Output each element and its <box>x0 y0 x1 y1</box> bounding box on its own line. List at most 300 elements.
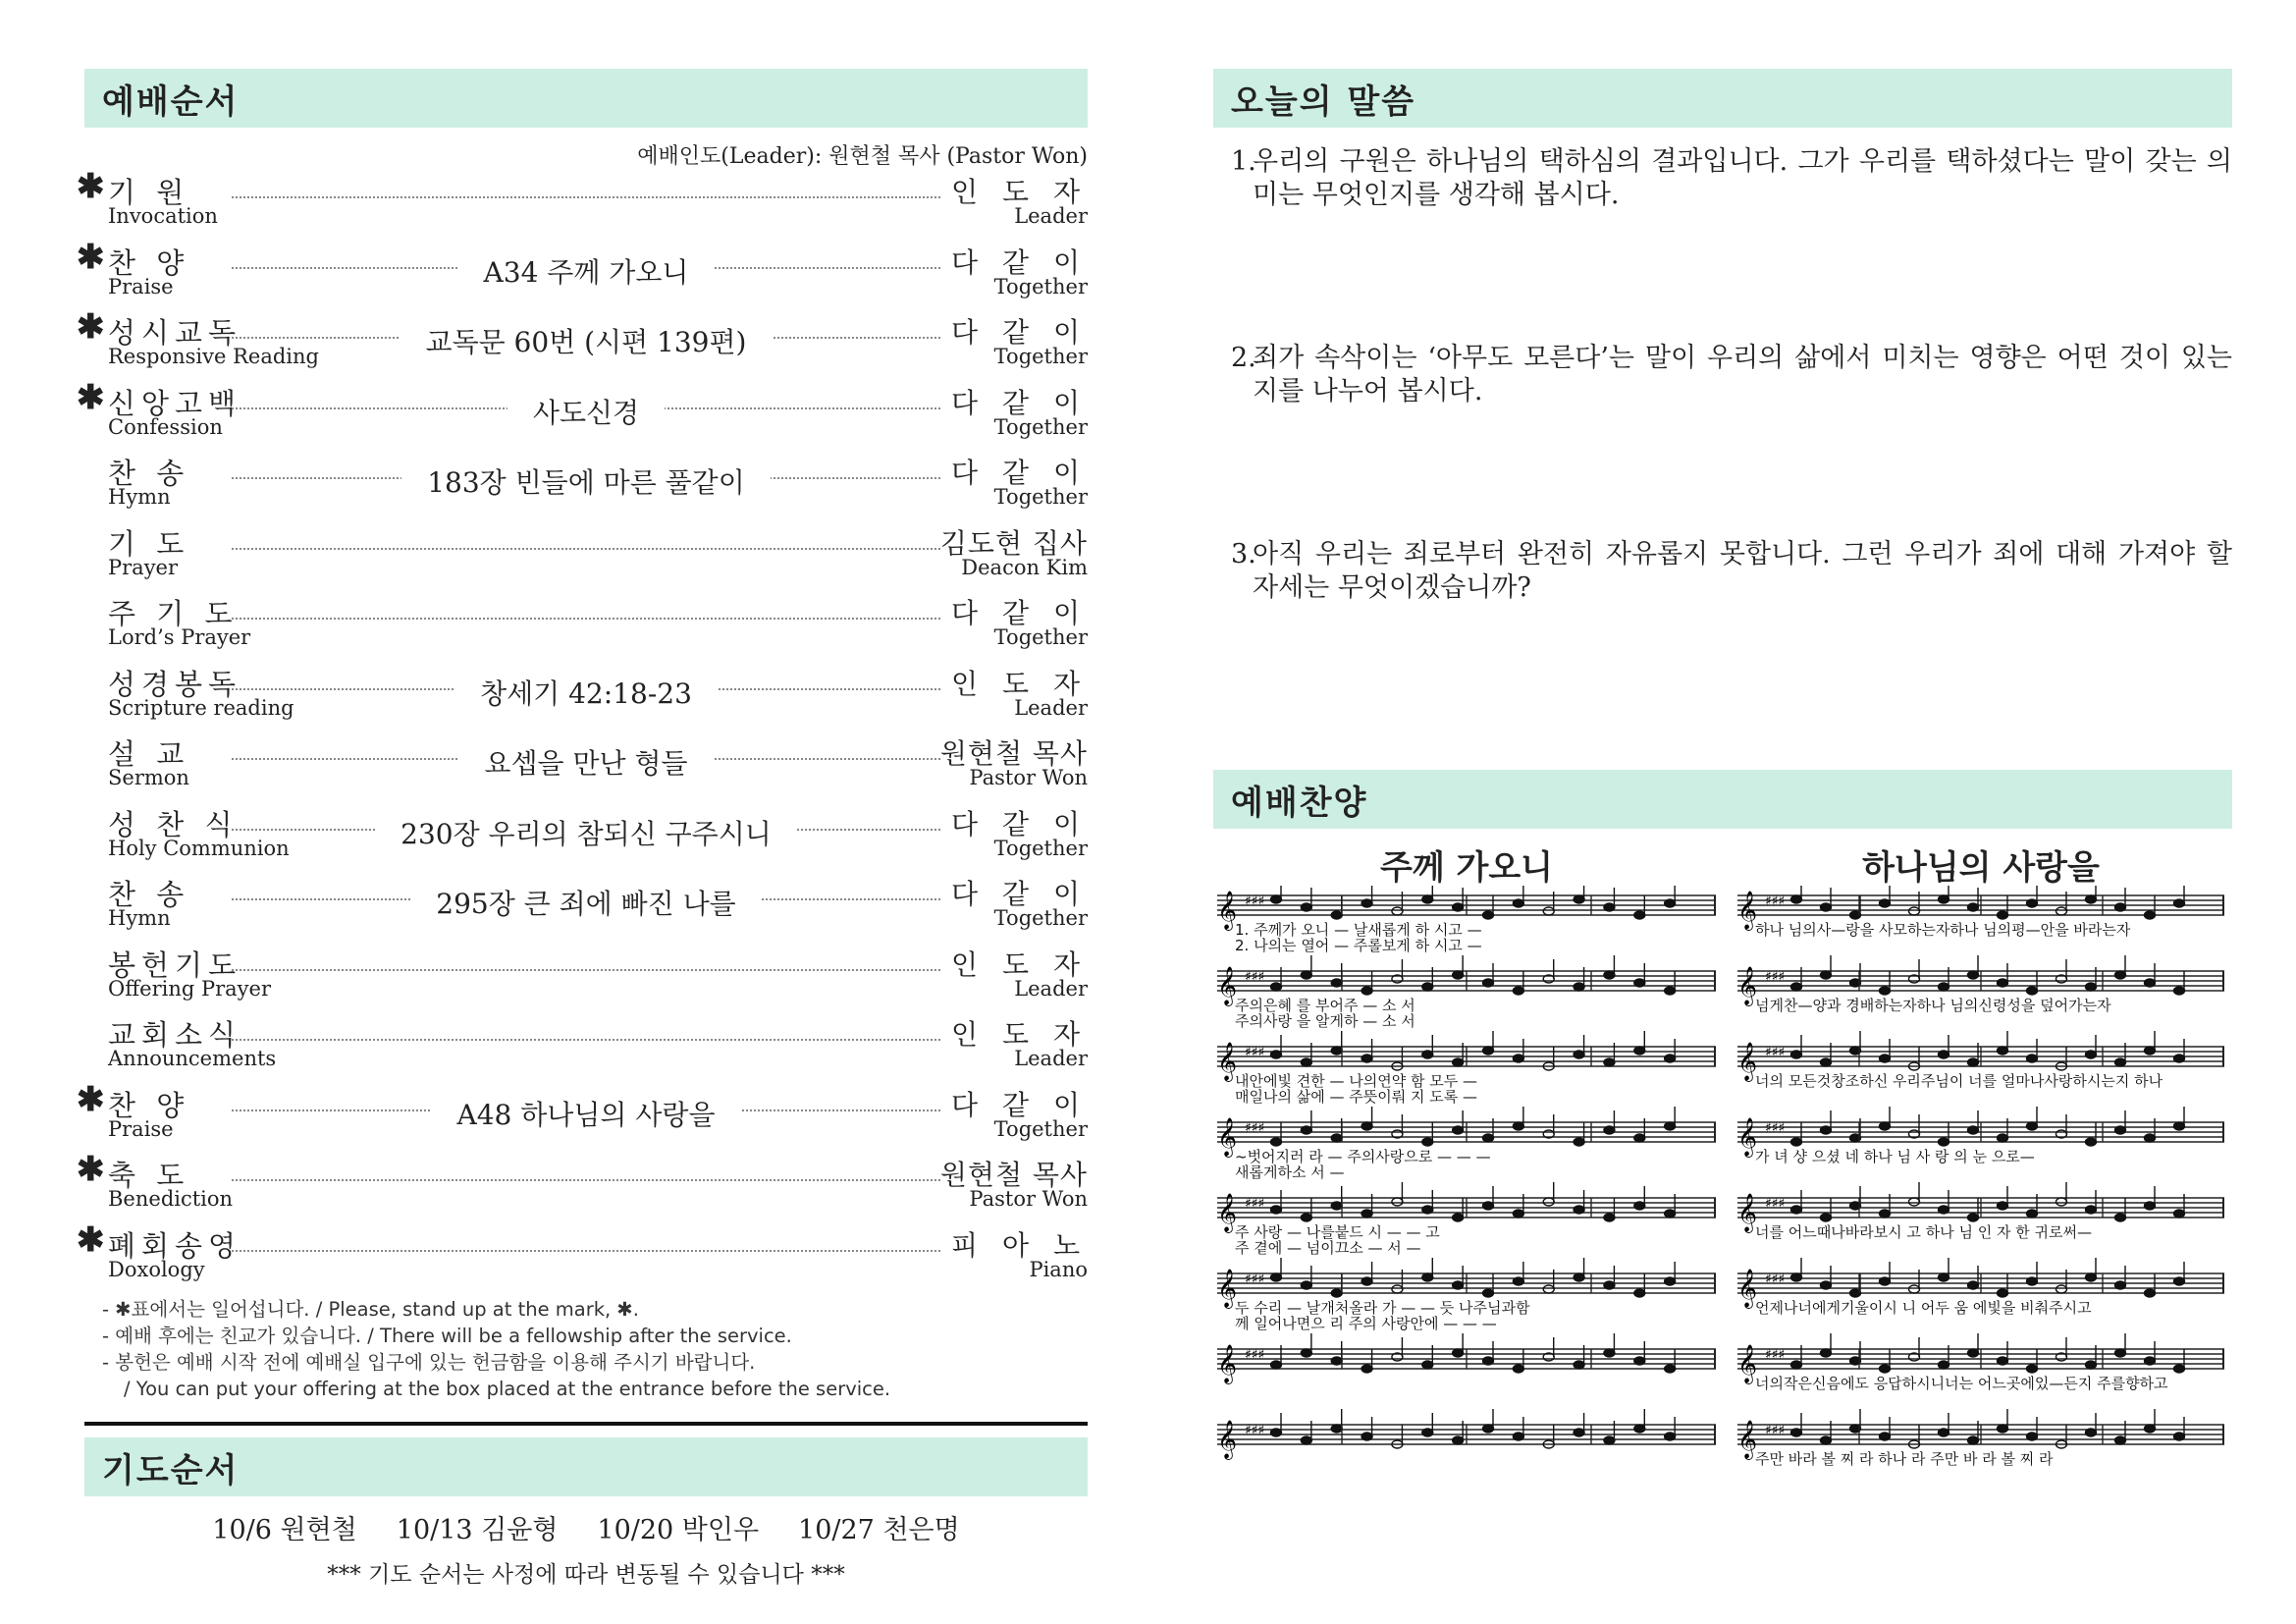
note-head <box>1998 1134 2008 1142</box>
treble-clef-icon: 𝄞 <box>1737 1042 1758 1081</box>
order-item <box>77 1219 1088 1291</box>
divider <box>84 1422 1088 1426</box>
order-item <box>77 237 1088 308</box>
order-item-english: Invocation <box>108 204 218 228</box>
lyric-line: 너를 어느때나바라보시 고 하나 님 인 자 한 귀로써— <box>1755 1223 2092 1241</box>
note-head <box>1513 1122 1523 1130</box>
order-item-person: 김도현 집사 <box>939 526 1088 560</box>
lyric-line: 하나 님의사—랑을 사모하는자하나 님의평—안을 바라는자 <box>1755 921 2131 939</box>
note-head <box>1392 907 1403 915</box>
lyric-line: 주 사랑 — 나를붙드 시 — — 고 <box>1235 1223 1440 1241</box>
order-item-title-wrap <box>271 883 901 922</box>
treble-clef-icon: 𝄞 <box>1217 1193 1238 1232</box>
staff-system <box>1737 1182 2224 1241</box>
note-head <box>1513 1277 1523 1285</box>
key-signature-icon: ♯♯♯ <box>1765 1196 1786 1212</box>
standing-mark: ✱ <box>77 167 105 206</box>
note-head <box>1909 907 1920 915</box>
note-head <box>1821 1281 1832 1289</box>
treble-clef-icon: 𝄞 <box>1737 1117 1758 1157</box>
note-head <box>1574 1138 1584 1146</box>
note-head <box>2027 1365 2038 1373</box>
note-head <box>1968 1214 1979 1221</box>
order-item-english: Hymn <box>108 485 171 509</box>
treble-clef-icon: 𝄞 <box>1217 1269 1238 1308</box>
note-head <box>1821 1349 1832 1357</box>
key-signature-icon: ♯♯♯ <box>1765 893 1786 909</box>
order-item-name: 찬 양 <box>108 1088 190 1122</box>
hymn-scores <box>1213 840 2232 1508</box>
note-head <box>1422 1361 1433 1369</box>
note-head <box>1453 1058 1464 1066</box>
order-item-english: Prayer <box>108 555 179 579</box>
note-head <box>1968 1058 1979 1066</box>
note-head <box>1665 1055 1676 1062</box>
note-head <box>1791 1429 1802 1436</box>
prayer-note: *** 기도 순서는 사정에 따라 변동될 수 있습니다 *** <box>327 1562 845 1588</box>
note-head <box>1574 983 1584 991</box>
staff-system <box>1217 1182 1716 1257</box>
note-head <box>1513 987 1523 995</box>
note-head <box>2056 907 2067 915</box>
order-item-name: 찬 송 <box>108 457 190 490</box>
note-head <box>1331 979 1342 987</box>
question-2 <box>1213 342 2232 408</box>
note-head <box>2145 1289 2156 1297</box>
note-head <box>1909 1285 1920 1293</box>
note-head <box>1483 1047 1494 1055</box>
note-head <box>1271 1361 1282 1369</box>
note-head <box>2027 1277 2038 1285</box>
order-item-english: Announcements <box>108 1047 277 1070</box>
order-item-title-wrap <box>271 1094 901 1133</box>
order-item-english: Confession <box>108 414 223 439</box>
order-item <box>77 377 1088 449</box>
order-item-english: Praise <box>108 1116 174 1141</box>
note-head <box>1604 1436 1615 1444</box>
note-head <box>1634 1357 1645 1365</box>
note-head <box>1821 1436 1832 1444</box>
note-line: - ✱표에서는 일어섭니다. / Please, stand up at the mark, ✱. <box>102 1298 639 1321</box>
note-head <box>1821 1214 1832 1221</box>
note-head <box>1362 899 1372 907</box>
treble-clef-icon: 𝄞 <box>1737 891 1758 930</box>
note-head <box>2174 1277 2185 1285</box>
note-head <box>2145 1357 2156 1365</box>
note-head <box>1665 1210 1676 1218</box>
order-item-person-english: Together <box>993 485 1088 509</box>
order-item-name: 찬 송 <box>108 878 190 911</box>
standing-mark: ✱ <box>77 237 105 277</box>
note-head <box>1453 1349 1464 1357</box>
note-head <box>1665 987 1676 995</box>
note-head <box>1331 1357 1342 1365</box>
staff-system <box>1737 955 2224 1014</box>
note-head <box>1880 1055 1891 1062</box>
staff-system <box>1737 1333 2224 1392</box>
note-head <box>1821 971 1832 979</box>
prayer-entry: 10/27 천은명 <box>798 1515 960 1545</box>
note-head <box>1821 1126 1832 1134</box>
lyric-line: 께 일어나면으 리 주의 사랑안에 — — — <box>1235 1315 1497 1332</box>
note-head <box>2174 987 2185 995</box>
worship-order-list <box>77 167 1088 1290</box>
note-head <box>1968 1349 1979 1357</box>
order-item <box>77 167 1088 238</box>
lyric-line: 주의사랑 을 알게하 — 소 서 <box>1235 1012 1415 1030</box>
dotted-leader <box>232 548 940 550</box>
note-head <box>1968 971 1979 979</box>
note-head <box>1301 1058 1311 1066</box>
note-head <box>1301 1281 1311 1289</box>
staff-system <box>1737 1031 2224 1090</box>
note-head <box>1543 1285 1554 1293</box>
order-item-person-english: Deacon Kim <box>961 555 1088 579</box>
note-head <box>2086 1138 2097 1146</box>
note-head <box>1271 1206 1282 1214</box>
note-head <box>1968 1126 1979 1134</box>
question-text: 죄가 속삭이는 ‘아무도 모른다’는 말이 우리의 삶에서 미치는 영향은 어떤 것이 있는지를 나누어 봅시다. <box>1253 343 2232 406</box>
dotted-leader <box>232 1039 940 1041</box>
note-head <box>1362 1277 1372 1285</box>
order-item-name: 기 원 <box>108 176 190 209</box>
lyric-line: 1. 주께가 오니 — 날새롭게 하 시고 — <box>1235 921 1482 939</box>
order-item-english: Scripture reading <box>108 695 294 720</box>
note-head <box>1483 1289 1494 1297</box>
note-head <box>1939 1206 1949 1214</box>
note-head <box>1301 1126 1311 1134</box>
standing-mark: ✱ <box>77 1079 105 1119</box>
lyric-line: 내안에빛 견한 — 나의연약 함 모두 — <box>1235 1072 1477 1090</box>
note-head <box>2174 1122 2185 1130</box>
note-head <box>1634 1289 1645 1297</box>
order-item <box>84 869 1088 940</box>
order-item-english: Responsive Reading <box>108 345 319 368</box>
note-head <box>1880 1122 1891 1130</box>
order-item-name: 신앙고백 <box>108 386 242 420</box>
order-item <box>84 448 1088 518</box>
order-item-person: 다 같 이 <box>951 457 1088 489</box>
dotted-leader <box>232 1179 940 1181</box>
key-signature-icon: ♯♯♯ <box>1245 1347 1265 1363</box>
note-head <box>1574 895 1584 903</box>
order-item-english: Benediction <box>108 1187 234 1211</box>
note-head <box>1574 1361 1584 1369</box>
note-head <box>1271 983 1282 991</box>
staff-system <box>1217 1409 1716 1460</box>
note-head <box>1422 1273 1433 1281</box>
order-item-person: 다 같 이 <box>951 316 1088 349</box>
note-head <box>1998 911 2008 919</box>
order-item-name: 봉헌기도 <box>108 947 242 982</box>
staff-system <box>1737 1409 2224 1468</box>
hymn-score-2 <box>1735 840 2226 1494</box>
order-item-title-wrap <box>271 742 901 782</box>
question-number: 2. <box>1231 343 1256 373</box>
staff-system <box>1737 1258 2224 1317</box>
note-head <box>1483 979 1494 987</box>
note-head <box>1604 971 1615 979</box>
prayer-order-header: 기도순서 <box>84 1437 1088 1496</box>
note-head <box>1513 1210 1523 1218</box>
note-head <box>1362 1210 1372 1218</box>
lyric-line: 너의 모든것창조하신 우리주님이 너를 얼마나사랑하시는지 하나 <box>1755 1072 2163 1090</box>
note-head <box>1634 1047 1645 1055</box>
music-score <box>1735 886 2226 1494</box>
treble-clef-icon: 𝄞 <box>1217 966 1238 1005</box>
note-head <box>1909 1198 1920 1206</box>
note-head <box>1513 1365 1523 1373</box>
note-head <box>1791 1206 1802 1214</box>
order-item-title-wrap <box>271 673 901 712</box>
order-item-title: 295장 큰 죄에 빠진 나를 <box>410 888 761 920</box>
note-head <box>1453 1436 1464 1444</box>
order-item <box>84 659 1088 730</box>
order-item-person: 원현철 목사 <box>939 737 1088 770</box>
note-head <box>2115 1436 2126 1444</box>
lyric-line: 매일나의 삶에 — 주뜻이뤄 지 도록 — <box>1235 1088 1477 1106</box>
note-head <box>2086 1051 2097 1058</box>
note-head <box>1939 1273 1949 1281</box>
note-head <box>1998 1202 2008 1210</box>
note-head <box>1604 1214 1615 1221</box>
note-head <box>2174 1055 2185 1062</box>
note-head <box>1791 1138 1802 1146</box>
order-item-person-english: Leader <box>1014 695 1088 720</box>
note-head <box>1331 1047 1342 1055</box>
note-head <box>1574 1206 1584 1214</box>
note-head <box>1483 911 1494 919</box>
worship-order-header: 예배순서 <box>84 69 1088 128</box>
worship-songs-header: 예배찬양 <box>1213 770 2232 829</box>
order-item-english: Sermon <box>108 766 189 789</box>
note-head <box>1791 1273 1802 1281</box>
note-head <box>1939 895 1949 903</box>
order-item <box>77 307 1088 378</box>
note-head <box>2027 1122 2038 1130</box>
note-head <box>1422 1206 1433 1214</box>
order-item-title: 요셉을 만난 형들 <box>458 747 713 780</box>
note-head <box>1604 1349 1615 1357</box>
note-head <box>2086 1206 2097 1214</box>
order-item <box>84 729 1088 799</box>
note-head <box>1422 895 1433 903</box>
hymn-score-1 <box>1215 840 1718 1494</box>
key-signature-icon: ♯♯♯ <box>1245 1120 1265 1136</box>
order-item-person-english: Together <box>993 906 1088 930</box>
staff-system <box>1217 1107 1716 1181</box>
order-item-person-english: Leader <box>1014 1047 1088 1070</box>
order-item-person: 다 같 이 <box>951 878 1088 910</box>
note-head <box>1271 1273 1282 1281</box>
order-item-title: 183장 빈들에 마른 풀같이 <box>401 466 771 499</box>
question-number: 1. <box>1231 146 1256 177</box>
order-item-person: 인 도 자 <box>951 1018 1088 1051</box>
note-head <box>2086 895 2097 903</box>
order-item <box>84 799 1088 870</box>
note-head <box>1362 1055 1372 1062</box>
note-head <box>2145 911 2156 919</box>
note-head <box>1362 1433 1372 1440</box>
note-head <box>1604 1058 1615 1066</box>
order-item <box>77 1079 1088 1151</box>
staff-system <box>1737 1107 2224 1165</box>
key-signature-icon: ♯♯♯ <box>1765 1272 1786 1287</box>
order-item-person-english: Leader <box>1014 976 1088 1001</box>
note-head <box>1998 1357 2008 1365</box>
lyric-line: 주 곁에 — 넘이끄소 — 서 — <box>1235 1239 1421 1257</box>
standing-mark: ✱ <box>77 1150 105 1189</box>
note-head <box>1422 1429 1433 1436</box>
note-line: - 예배 후에는 친교가 있습니다. / There will be a fellowship after the service. <box>102 1325 792 1347</box>
lyric-line: 두 수리 — 날개처올라 가 — — 듯 나주님과함 <box>1235 1299 1530 1317</box>
note-head <box>1483 1202 1494 1210</box>
order-item-person-english: Pastor Won <box>969 766 1088 789</box>
note-head <box>2086 1361 2097 1369</box>
order-item-person-english: Pastor Won <box>969 1187 1088 1211</box>
staff-system <box>1217 1333 1716 1384</box>
note-head <box>1453 1281 1464 1289</box>
note-head <box>2115 1214 2126 1221</box>
order-item-person: 인 도 자 <box>951 667 1088 700</box>
order-item <box>84 940 1088 1010</box>
note-head <box>1301 1436 1311 1444</box>
note-head <box>1998 1047 2008 1055</box>
note-head <box>2027 1433 2038 1440</box>
note-head <box>1939 1138 1949 1146</box>
note-head <box>1453 1214 1464 1221</box>
key-signature-icon: ♯♯♯ <box>1765 969 1786 985</box>
note-head <box>1301 1349 1311 1357</box>
key-signature-icon: ♯♯♯ <box>1245 969 1265 985</box>
dotted-leader <box>232 618 940 620</box>
note-head <box>1604 1126 1615 1134</box>
lyric-line: 주만 바라 볼 찌 라 하나 라 주만 바 라 볼 찌 라 <box>1755 1450 2054 1468</box>
treble-clef-icon: 𝄞 <box>1737 1193 1758 1232</box>
treble-clef-icon: 𝄞 <box>1217 1344 1238 1383</box>
treble-clef-icon: 𝄞 <box>1217 1420 1238 1459</box>
note-head <box>2174 899 2185 907</box>
note-head <box>1483 1134 1494 1142</box>
note-head <box>2027 1210 2038 1218</box>
note-head <box>1574 1429 1584 1436</box>
order-item <box>84 1009 1088 1080</box>
right-panel <box>1213 69 2232 1508</box>
order-item-person-english: Together <box>993 345 1088 368</box>
note-head <box>1604 903 1615 911</box>
order-item-person: 다 같 이 <box>951 1088 1088 1121</box>
note-head <box>1513 1055 1523 1062</box>
order-item-english: Hymn <box>108 906 171 930</box>
note-head <box>1939 1361 1949 1369</box>
order-item-name: 교회소식 <box>108 1018 242 1052</box>
note-head <box>1880 1433 1891 1440</box>
note-head <box>1968 1436 1979 1444</box>
dotted-leader <box>232 969 940 971</box>
order-item-english: Lord’s Prayer <box>108 625 251 649</box>
order-item-title: 사도신경 <box>507 397 665 429</box>
order-item-name: 주 기 도 <box>108 597 239 630</box>
prayer-entry: 10/6 원현철 <box>212 1515 357 1545</box>
staff-system <box>1737 886 2224 939</box>
note-head <box>1634 1202 1645 1210</box>
order-item-name: 성시교독 <box>108 316 242 350</box>
note-head <box>2115 1058 2126 1066</box>
note-head <box>2086 983 2097 991</box>
note-head <box>1422 983 1433 991</box>
note-line: - 봉헌은 예배 시작 전에 예배실 입구에 있는 헌금함을 이용해 주시기 바랍니다. <box>102 1351 756 1374</box>
note-head <box>1392 1198 1403 1206</box>
note-head <box>1392 1285 1403 1293</box>
key-signature-icon: ♯♯♯ <box>1765 1347 1786 1363</box>
note-head <box>1331 1202 1342 1210</box>
order-item-person: 다 같 이 <box>951 597 1088 629</box>
standing-mark: ✱ <box>77 377 105 417</box>
lyric-line: 너의작은신음에도 응답하시니너는 어느곳에있—든지 주를향하고 <box>1755 1375 2168 1392</box>
note-head <box>1331 1289 1342 1297</box>
note-head <box>1634 1134 1645 1142</box>
order-item-title: 230장 우리의 참되신 구주시니 <box>375 818 797 850</box>
note-head <box>2174 1433 2185 1440</box>
note-head <box>1821 1058 1832 1066</box>
dotted-leader <box>232 196 940 198</box>
note-head <box>1513 899 1523 907</box>
note-head <box>1880 1210 1891 1218</box>
note-head <box>1634 1425 1645 1433</box>
note-head <box>2086 1429 2097 1436</box>
note-head <box>2145 1047 2156 1055</box>
order-item-name: 기 도 <box>108 526 190 561</box>
key-signature-icon: ♯♯♯ <box>1765 1423 1786 1438</box>
key-signature-icon: ♯♯♯ <box>1245 1423 1265 1438</box>
dotted-leader <box>232 1250 940 1252</box>
standing-mark: ✱ <box>77 307 105 347</box>
key-signature-icon: ♯♯♯ <box>1765 1045 1786 1060</box>
order-item-person: 다 같 이 <box>951 386 1088 419</box>
note-head <box>1880 987 1891 995</box>
note-head <box>1791 895 1802 903</box>
order-item-person-english: Leader <box>1014 204 1088 228</box>
note-head <box>2056 1285 2067 1293</box>
order-item-title: 교독문 60번 (시편 139편) <box>400 326 773 358</box>
note-head <box>1362 987 1372 995</box>
note-head <box>1271 1138 1282 1146</box>
note-head <box>1483 1425 1494 1433</box>
lyric-line: 주의은혜 를 부어주 — 소 서 <box>1235 997 1415 1014</box>
hymn-title: 하나님의 사랑을 <box>1862 848 2100 888</box>
note-head <box>2027 1055 2038 1062</box>
order-item-person: 다 같 이 <box>951 245 1088 279</box>
note-head <box>1453 903 1464 911</box>
staff-system <box>1217 1258 1716 1332</box>
note-head <box>2174 1210 2185 1218</box>
note-head <box>1422 1051 1433 1058</box>
order-item-person: 피 아 노 <box>951 1228 1088 1262</box>
note-head <box>2115 903 2126 911</box>
note-head <box>1880 1277 1891 1285</box>
note-head <box>2174 1365 2185 1373</box>
standing-mark: ✱ <box>77 1219 105 1260</box>
order-item-person: 인 도 자 <box>951 947 1088 981</box>
lyric-line: ~벗어지러 라 — 주의사랑으로 — — — <box>1235 1148 1491 1165</box>
note-head <box>1271 895 1282 903</box>
order-item-person: 원현철 목사 <box>939 1159 1088 1191</box>
note-head <box>1362 1122 1372 1130</box>
treble-clef-icon: 𝄞 <box>1217 891 1238 930</box>
lyric-line: 2. 나의는 열어 — 주롤보게 하 시고 — <box>1235 937 1482 954</box>
order-item-title-wrap <box>271 461 901 501</box>
order-item-name: 폐회송영 <box>108 1228 242 1263</box>
